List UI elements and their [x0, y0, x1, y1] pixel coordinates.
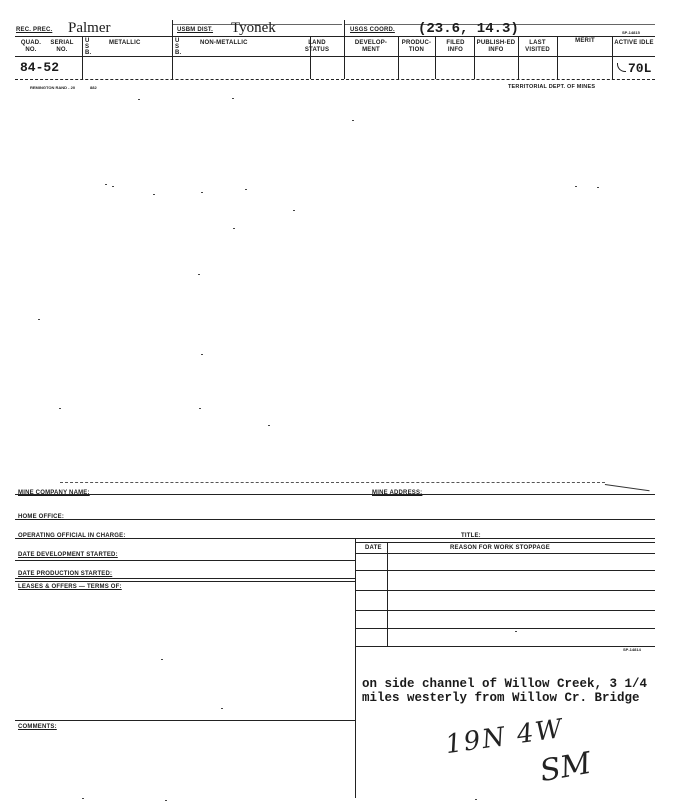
scan-speck: [221, 708, 223, 709]
form-code: SP-14815: [622, 30, 640, 35]
divider: [172, 20, 173, 79]
scan-speck: [112, 186, 114, 187]
scan-speck: [475, 799, 477, 800]
date-production-label: DATE PRODUCTION STARTED:: [18, 571, 113, 577]
home-office-rule: [15, 519, 655, 520]
scan-speck: [199, 408, 201, 409]
usbm-dist-value: Tyonek: [231, 20, 276, 36]
title-label: TITLE:: [461, 533, 481, 539]
date-dev-rule: [15, 560, 355, 561]
development-label: DEVELOP-MENT: [354, 40, 388, 53]
metallic-label: METALLIC: [109, 40, 141, 46]
active-idle-label: ACTIVE IDLE: [614, 40, 654, 46]
published-info-label: PUBLISH-ED INFO: [476, 40, 516, 53]
scan-speck: [138, 99, 140, 100]
company-rule: [15, 494, 655, 495]
handwritten-meridian: SM: [537, 745, 594, 790]
active-idle-value: 70L: [628, 61, 652, 76]
merit-label: MERIT: [575, 38, 595, 44]
last-visited-label: LAST VISITED: [525, 40, 550, 53]
scan-speck: [201, 192, 203, 193]
table-row-rule: [355, 628, 655, 629]
table-row-rule: [355, 590, 655, 591]
mine-company-label: MINE COMPANY NAME:: [18, 490, 90, 496]
serial-no-label: SERIAL NO.: [50, 40, 74, 53]
mine-address-label: MINE ADDRESS:: [372, 490, 423, 496]
usgs-coord-label: USGS COORD.: [350, 27, 395, 33]
scan-speck: [82, 798, 84, 799]
comments-label: COMMENTS:: [18, 724, 57, 730]
location-note-line-2: miles westerly from Willow Cr. Bridge: [362, 691, 640, 705]
table-bottom-rule: [355, 646, 655, 647]
scan-speck: [268, 425, 270, 426]
comments-rule: [15, 720, 355, 721]
scan-speck: [201, 354, 203, 355]
date-label: DATE: [365, 545, 382, 551]
date-prod-rule-2: [15, 581, 355, 582]
table-row-rule: [355, 553, 655, 554]
scan-speck: [38, 319, 40, 320]
location-note-line-1: on side channel of Willow Creek, 3 1/4: [362, 677, 648, 691]
rec-prec-label: REC. PREC.: [16, 27, 53, 33]
land-status-label: LAND STATUS: [304, 40, 330, 53]
usbm-dist-label: USBM DIST.: [177, 27, 214, 33]
torn-edge: [603, 484, 649, 501]
usgs-coord-value: (23.6, 14.3): [418, 21, 519, 37]
table-row-rule: [355, 610, 655, 611]
divider: [82, 37, 83, 79]
non-metallic-label: NON-METALLIC: [200, 40, 248, 46]
header-bottom-rule: [15, 36, 655, 37]
scan-speck: [198, 274, 200, 275]
printer-label: REMINGTON RAND - 20: [30, 85, 76, 90]
production-label: PRODUC-TION: [401, 40, 432, 53]
scan-speck: [165, 800, 167, 801]
scan-speck: [245, 189, 247, 190]
check-mark-icon: [617, 63, 626, 72]
card-cut-line: [15, 79, 655, 80]
filed-info-label: FILED INFO: [446, 40, 465, 53]
quad-no-label: QUAD. NO.: [20, 40, 42, 53]
table-row-rule: [355, 570, 655, 571]
scan-speck: [597, 187, 599, 188]
date-prod-rule: [15, 578, 355, 579]
scan-speck: [161, 659, 163, 660]
top-perforation: [60, 482, 605, 483]
divider: [518, 37, 519, 79]
scan-speck: [232, 98, 234, 99]
scan-speck: [105, 184, 107, 185]
usb-label: U S B.: [85, 38, 92, 56]
leases-label: LEASES & OFFERS — TERMS OF:: [18, 584, 122, 590]
operating-official-label: OPERATING OFFICIAL IN CHARGE:: [18, 533, 126, 539]
divider: [435, 37, 436, 79]
reason-label: REASON FOR WORK STOPPAGE: [450, 545, 550, 551]
scan-speck: [59, 408, 61, 409]
divider: [474, 37, 475, 79]
scan-speck: [515, 631, 517, 632]
columns-bottom-rule: [15, 56, 655, 57]
divider: [344, 20, 345, 79]
divider: [557, 37, 558, 79]
scan-speck: [293, 210, 295, 211]
scan-speck: [352, 120, 354, 121]
table-divider: [387, 542, 388, 646]
quad-serial-value: 84-52: [20, 60, 60, 75]
handwritten-township: 19N 4W: [443, 713, 566, 761]
scan-speck: [233, 228, 235, 229]
table-top-rule: [355, 542, 655, 543]
usb-label-2: U S B.: [175, 38, 182, 56]
scan-speck: [575, 186, 577, 187]
date-development-label: DATE DEVELOPMENT STARTED:: [18, 552, 118, 558]
center-divider: [355, 538, 356, 798]
home-office-label: HOME OFFICE:: [18, 514, 65, 520]
scan-speck: [153, 194, 155, 195]
printer-code: 882: [90, 85, 97, 90]
form-code-2: SP-14814: [623, 647, 641, 652]
department-label: TERRITORIAL DEPT. OF MINES: [508, 84, 596, 90]
rec-prec-value: Palmer: [68, 20, 111, 36]
